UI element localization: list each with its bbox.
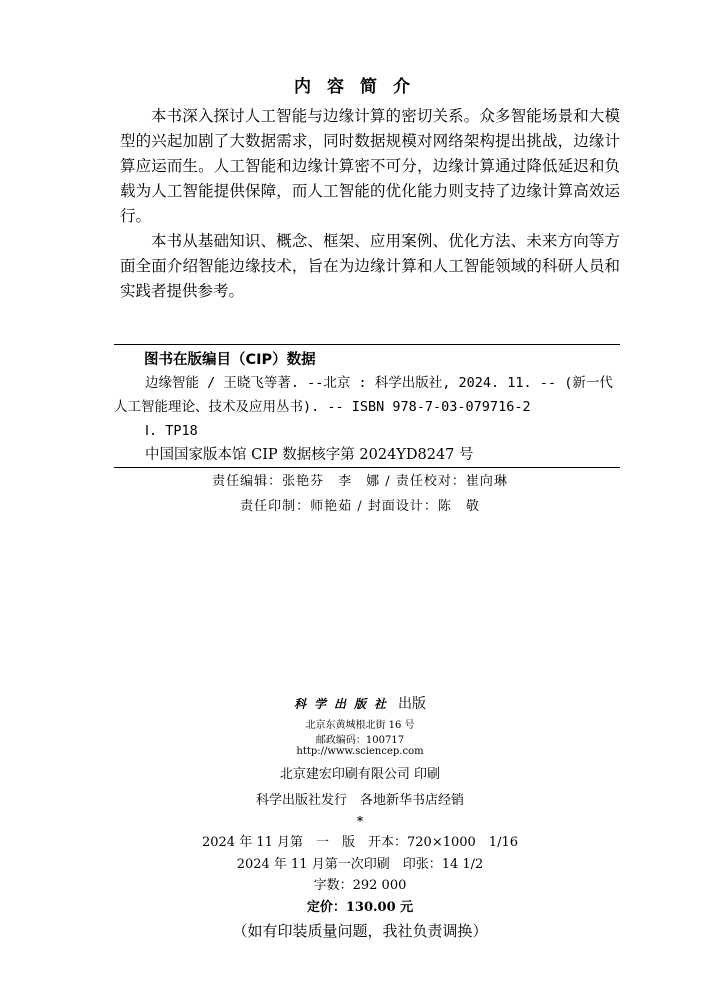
intro-paragraph-1: 本书深入探讨人工智能与边缘计算的密切关系。众多智能场景和大模型的兴起加剧了大数据需求，同时数据规模对网络架构提出挑战，边缘计算应运而生。人工智能和边缘计算密不可分，边缘计算通过降低延迟和负载为人工智能提供保障，而人工智能的优化能力则支持了边缘计算高效运行。	[120, 107, 620, 225]
cip-bottom-rule	[114, 467, 620, 468]
distribution-line: 科学出版社发行 各地新华书店经销	[255, 793, 464, 808]
cip-top-rule	[114, 344, 620, 345]
separator-star: *	[356, 814, 364, 828]
page-title: 内容简介	[294, 77, 426, 97]
intro-paragraph-2: 本书从基础知识、概念、框架、应用案例、优化方法、未来方向等方面全面介绍智能边缘技术，旨在为边缘计算和人工智能领域的科研人员和实践者提供参考。	[120, 232, 620, 300]
publisher-logo-name: 科学出版社	[293, 697, 394, 711]
cip-classification: Ⅰ. TP18	[145, 423, 198, 439]
staff-editors: 责任编辑：张艳芬 李 娜 / 责任校对：崔向琳	[212, 474, 508, 489]
cip-record: 中国国家版本馆 CIP 数据核字第 2024YD8247 号	[145, 447, 474, 463]
cip-entry: 边缘智能 / 王晓飞等著. --北京 : 科学出版社, 2024. 11. -- (新一代人工智能理论、技术及应用丛书). -- ISBN 978-7-03-079716-2	[114, 375, 613, 415]
publisher-website: http://www.sciencep.com	[296, 746, 424, 757]
publisher-address: 北京东黄城根北街 16 号	[305, 720, 415, 731]
quality-notice: （如有印装质量问题，我社负责调换）	[232, 922, 488, 940]
staff-printing: 责任印制：师艳茹 / 封面设计：陈 敬	[240, 499, 480, 514]
intro-text	[120, 104, 620, 304]
publisher-line	[0, 693, 720, 713]
cip-heading: 图书在版编目（CIP）数据	[144, 352, 316, 368]
price: 定价：130.00 元	[306, 900, 414, 915]
printer-line: 北京建宏印刷有限公司 印刷	[279, 767, 441, 782]
cip-block	[114, 349, 620, 467]
publisher-postcode: 邮政编码：100717	[315, 735, 405, 746]
edition-line: 2024 年 11 月第 一 版 开本：720×1000 1/16	[201, 835, 518, 850]
publisher-verb: 出版	[398, 696, 426, 712]
printing-line: 2024 年 11 月第一次印刷 印张：14 1/2	[236, 857, 484, 872]
word-count: 字数：292 000	[313, 878, 407, 893]
